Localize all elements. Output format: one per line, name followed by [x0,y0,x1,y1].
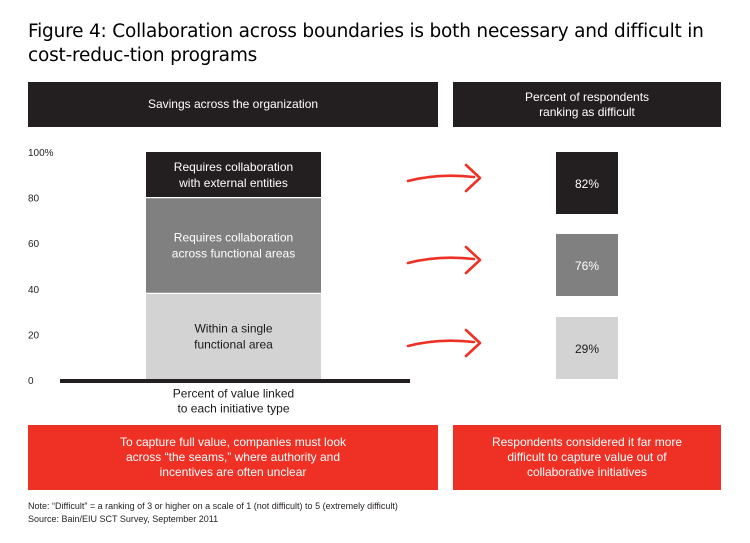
segment-label: with external entities [179,175,288,190]
y-tick-label: 60 [28,239,40,251]
left-callout-text: To capture full value, companies must look across “the seams,” where authority and incentives are often unclear [119,435,347,479]
red-arrow-icon [408,258,474,263]
chart-title: Figure 4: Collaboration across boundaries is both necessary and difficult in cost-reduc-tion programs [28,21,704,66]
right-callout-text: Respondents considered it far more difficult to capture value out of collaborative initiatives [491,435,683,479]
segment-label: across functional areas [171,246,296,261]
footnote-source: Source: Bain/EIU SCT Survey, September 2011 [28,514,219,524]
segment-label: functional area [194,337,273,352]
segment-label: Within a single [194,321,273,336]
x-axis-baseline [60,379,410,383]
y-tick-label: 80 [28,193,40,205]
difficulty-value-label: 29% [574,342,600,356]
segment-label: Requires collaboration [173,230,294,245]
left-callout-box [28,425,438,490]
y-tick-label: 20 [28,330,40,342]
segment-label: Requires collaboration [173,159,294,174]
y-tick-label: 40 [28,284,40,296]
y-tick-label: 0 [28,376,34,387]
footnotes [28,500,398,526]
x-axis-label: Percent of value linked [172,386,295,401]
y-tick-label: 100% [28,148,54,159]
red-arrow-icon [408,341,474,346]
footnote-note: Note: “Difficult” = a ranking of 3 or higher on a scale of 1 (not difficult) to 5 (extremely difficult) [28,501,398,511]
difficulty-value-label: 82% [574,177,600,191]
right-callout-box [453,425,721,490]
stacked-segment [146,293,321,380]
left-panel-header-label: Savings across the organization [147,97,319,111]
stacked-segment [146,198,321,294]
x-axis-label: to each initiative type [177,401,290,416]
right-panel-header-label: Percent of respondents ranking as difficult [524,89,650,119]
red-arrow-icon [408,176,474,181]
difficulty-value-label: 76% [574,259,600,273]
